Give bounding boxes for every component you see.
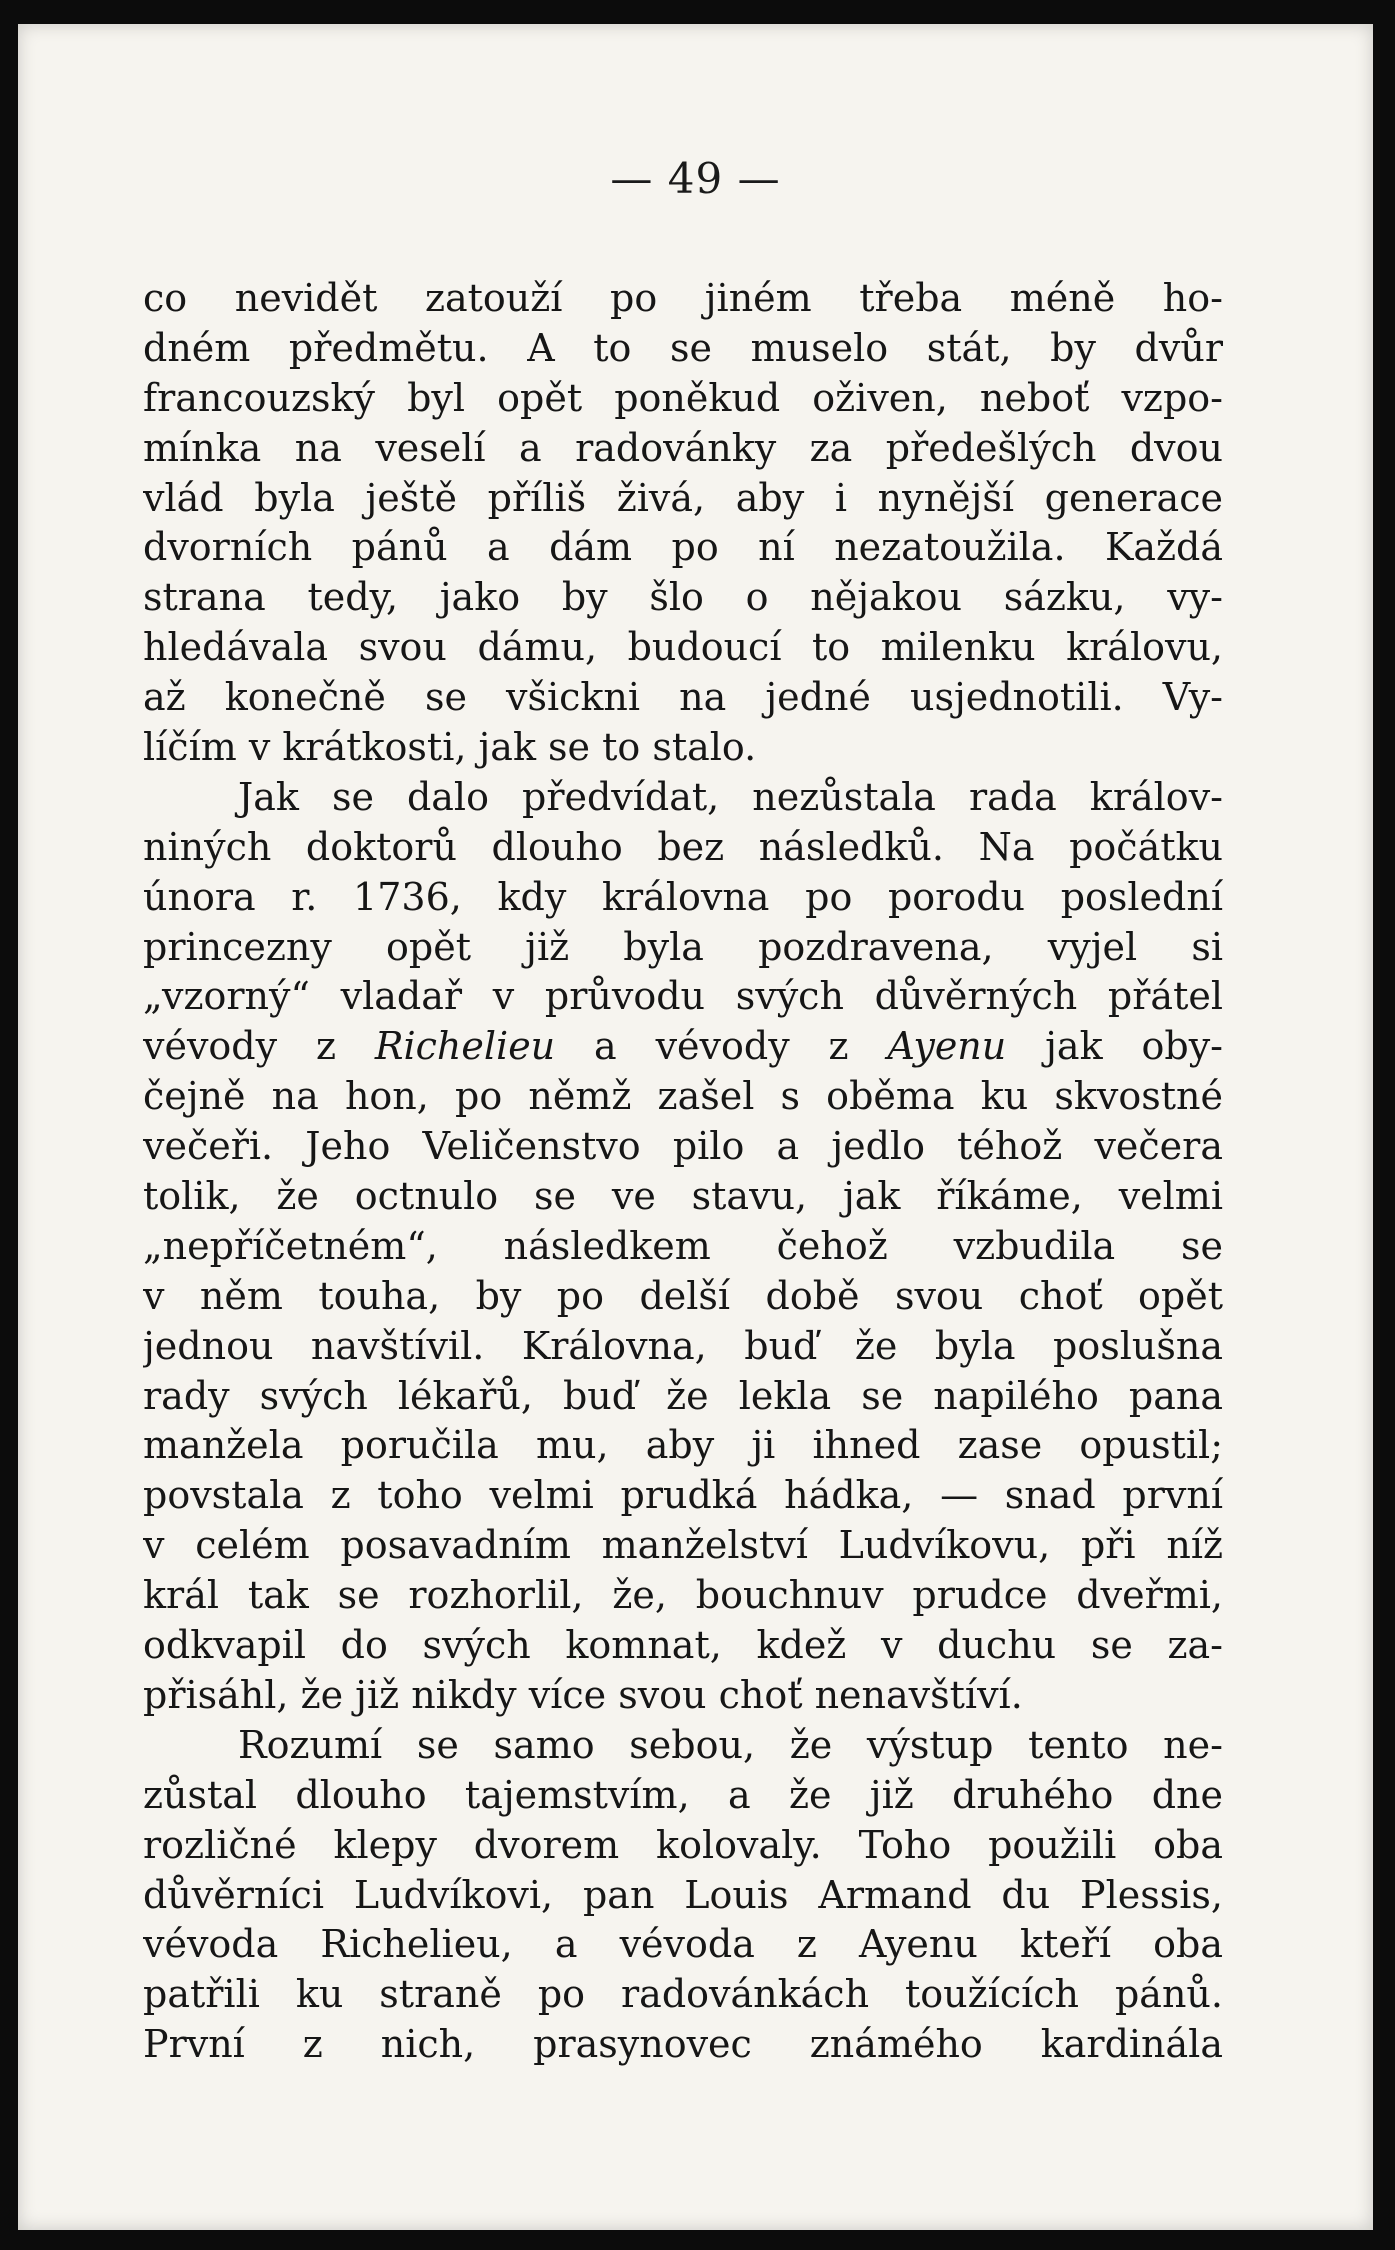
text-line: odkvapil do svých komnat, kdež v duchu se za- [143, 1623, 1223, 1668]
text-line: tolik, že octnulo se ve stavu, jak říkáme, velmi [143, 1174, 1223, 1219]
page-number: — 49 — [610, 154, 781, 203]
text-line [143, 1022, 1223, 1072]
text-line: února r. 1736, kdy královna po porodu poslední [143, 874, 1223, 919]
text-line: hledávala svou dámu, budoucí to milenku královu, [143, 625, 1223, 670]
book-page [18, 24, 1373, 2230]
text-line: dvorních pánů a dám po ní nezatoužila. Každá [143, 525, 1223, 570]
text-line: patřili ku straně po radovánkách toužících pánů. [143, 1972, 1223, 2017]
text-line: strana tedy, jako by šlo o nějakou sázku, vy- [143, 575, 1223, 620]
text-line: král tak se rozhorlil, že, bouchnuv prudce dveřmi, [143, 1573, 1223, 1618]
text-line: vlád byla ještě příliš živá, aby i nynější generace [143, 475, 1223, 520]
text-line: až konečně se všickni na jedné usjednotili. Vy- [143, 675, 1223, 720]
text-line: niných doktorů dlouho bez následků. Na počátku [143, 824, 1223, 869]
text-line: manžela poručila mu, aby ji ihned zase opustil; [143, 1423, 1223, 1468]
text-line: líčím v krátkosti, jak se to stalo. [143, 725, 757, 770]
text-line: Rozumí se samo sebou, že výstup tento ne- [238, 1722, 1223, 1767]
body-text [143, 274, 1223, 2070]
italic-name: Ayenu [887, 1024, 1007, 1069]
text-fragment: a vévody z [555, 1024, 888, 1069]
text-line: v něm touha, by po delší době svou choť opět [143, 1273, 1223, 1318]
text-line: princezny opět již byla pozdravena, vyjel si [143, 924, 1223, 969]
text-line: důvěrníci Ludvíkovi, pan Louis Armand du Plessis, [143, 1872, 1223, 1917]
text-line: večeři. Jeho Veličenstvo pilo a jedlo téhož večera [143, 1124, 1223, 1169]
text-line: Jak se dalo předvídat, nezůstala rada králov- [238, 774, 1223, 819]
text-fragment: jak oby- [1006, 1024, 1223, 1069]
text-line: co nevidět zatouží po jiném třeba méně ho- [143, 276, 1223, 320]
text-line: mínka na veselí a radovánky za předešlých dvou [143, 425, 1223, 470]
text-line: jednou navštívil. Královna, buď že byla poslušna [143, 1323, 1223, 1368]
text-line: První z nich, prasynovec známého kardinála [143, 2022, 1223, 2067]
text-line: vévoda Richelieu, a vévoda z Ayenu kteří oba [143, 1922, 1223, 1967]
text-line: přisáhl, že již nikdy více svou choť nenavštíví. [143, 1672, 1023, 1717]
text-line: rady svých lékařů, buď že lekla se napilého pana [143, 1373, 1223, 1418]
text-line: čejně na hon, po němž zašel s oběma ku skvostné [143, 1074, 1223, 1119]
text-line: dném předmětu. A to se muselo stát, by dvůr [143, 325, 1223, 370]
text-line: „vzorný“ vladař v průvodu svých důvěrných přátel [143, 974, 1223, 1019]
text-fragment: vévody z [143, 1024, 375, 1069]
italic-name: Richelieu [374, 1024, 556, 1069]
text-line: francouzský byl opět poněkud oživen, neboť vzpo- [143, 375, 1223, 420]
text-line: rozličné klepy dvorem kolovaly. Toho použili oba [143, 1822, 1223, 1867]
text-line: povstala z toho velmi prudká hádka, — snad první [143, 1473, 1223, 1518]
text-line: zůstal dlouho tajemstvím, a že již druhého dne [143, 1772, 1223, 1817]
text-line: v celém posavadním manželství Ludvíkovu, při níž [143, 1523, 1223, 1568]
text-line: „nepříčetném“, následkem čehož vzbudila se [143, 1223, 1223, 1268]
